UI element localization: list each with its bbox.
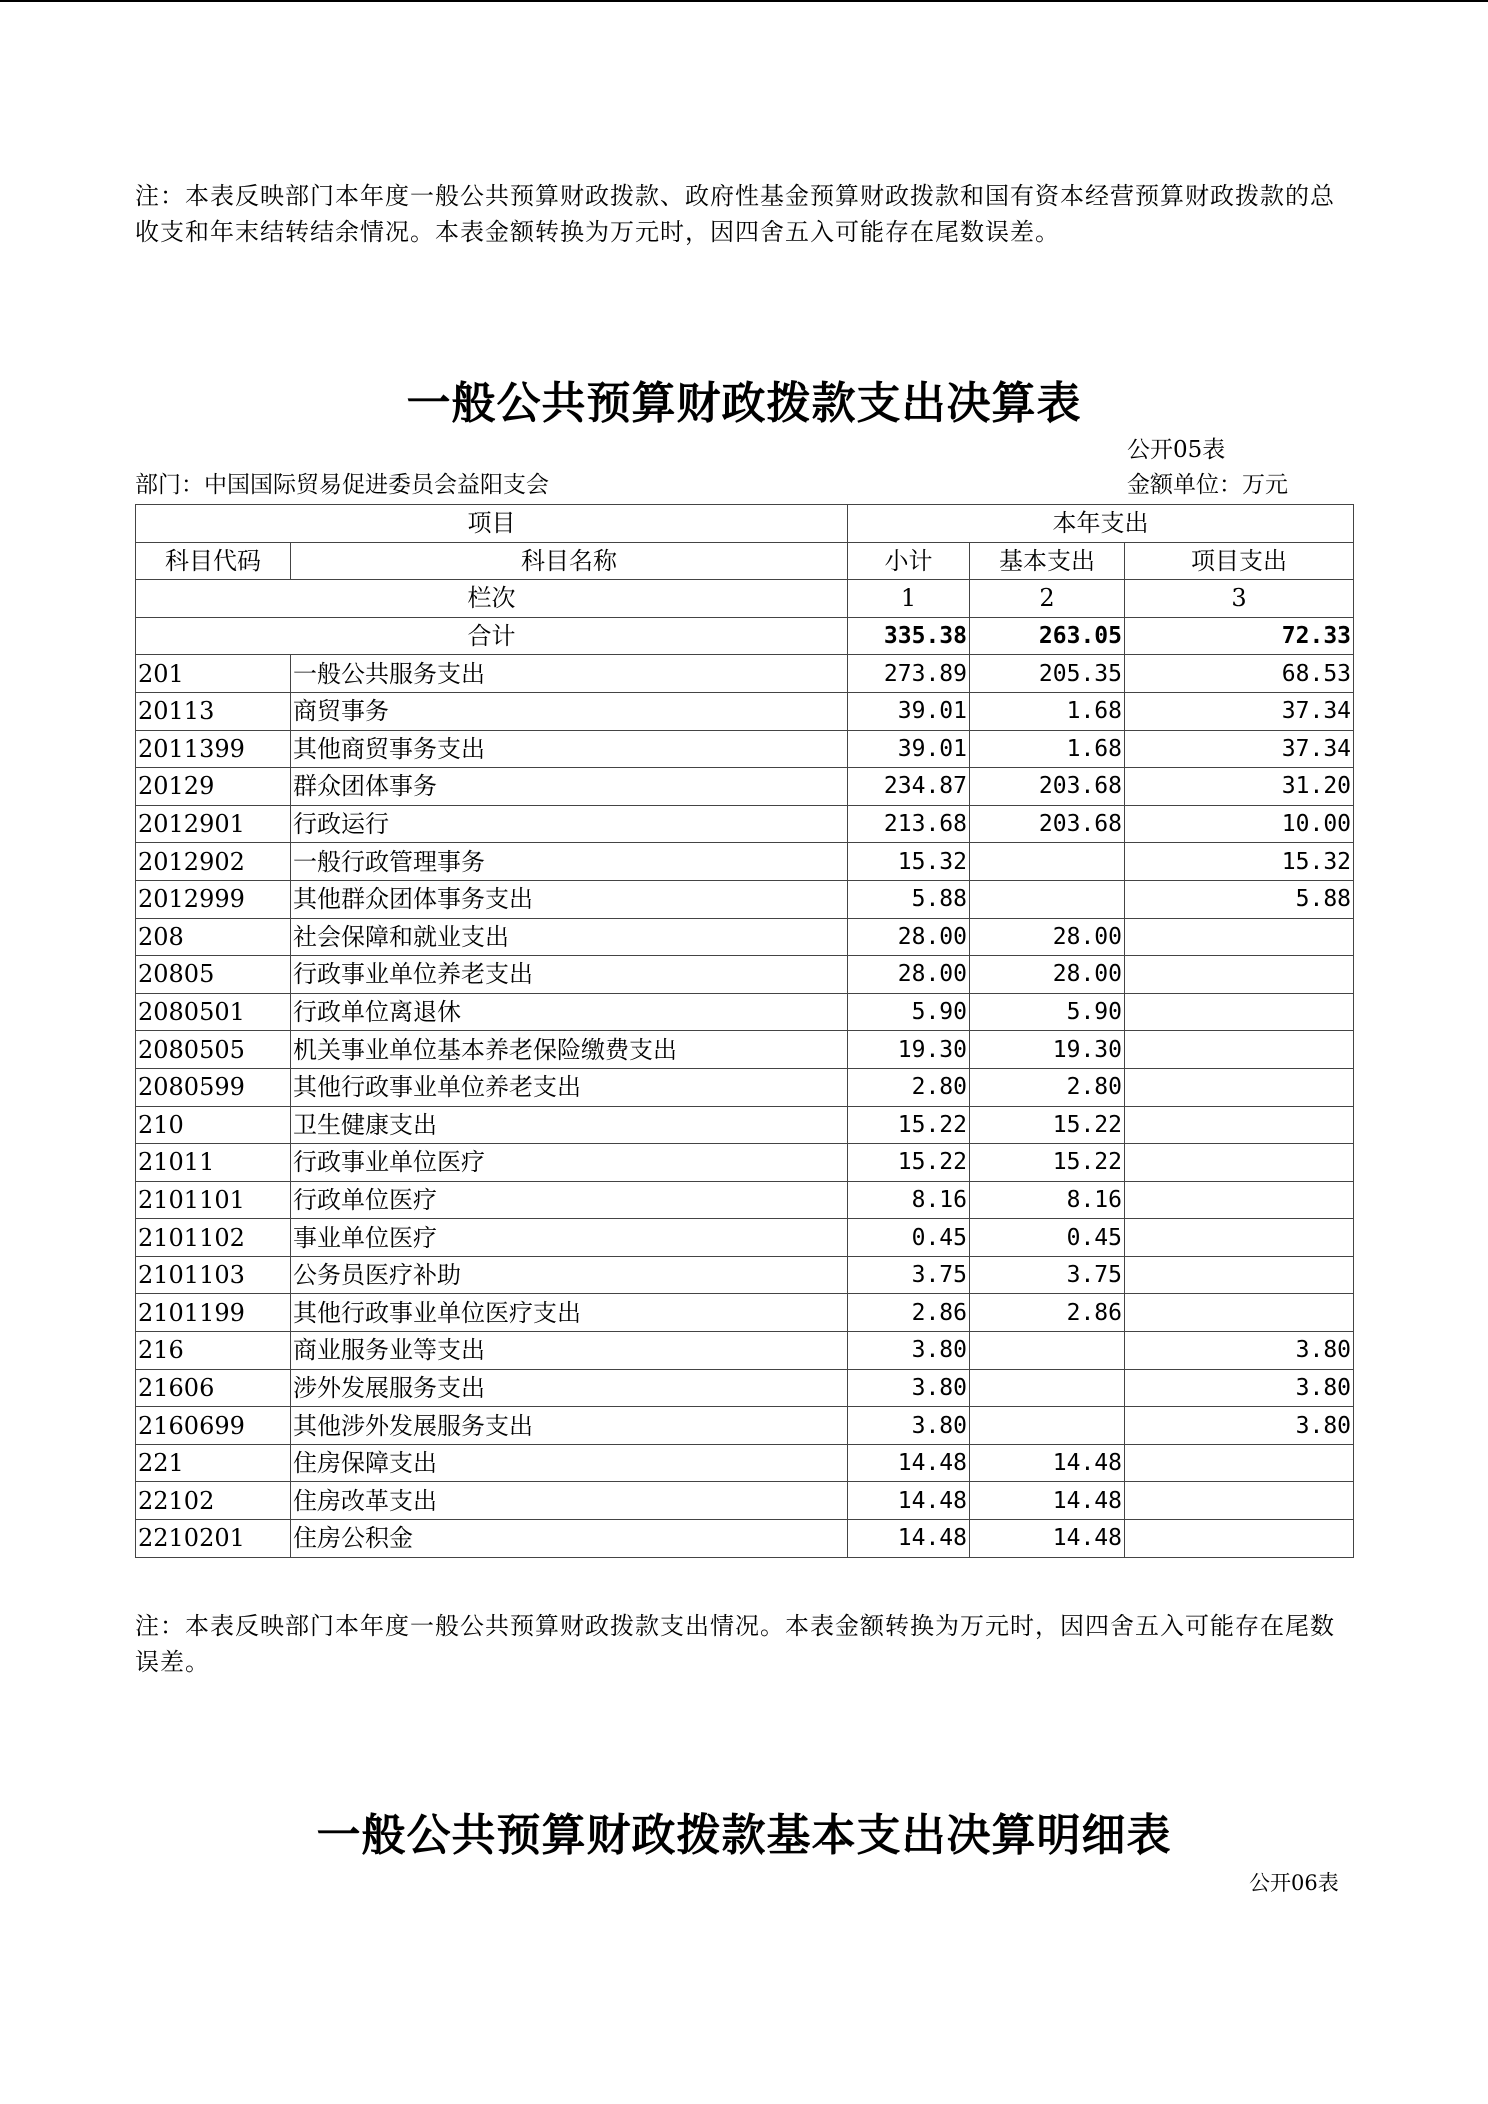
row-basic: 2.86: [970, 1294, 1125, 1332]
row-subtotal: 213.68: [848, 805, 970, 843]
row-subtotal: 15.22: [848, 1106, 970, 1144]
row-code: 2012901: [136, 805, 291, 843]
row-project: [1125, 1106, 1354, 1144]
row-name: 社会保障和就业支出: [291, 918, 848, 956]
row-subtotal: 15.32: [848, 843, 970, 881]
table05-number: 公开05表: [1127, 437, 1226, 463]
row-subtotal: 273.89: [848, 655, 970, 693]
row-name: 行政运行: [291, 805, 848, 843]
row-name: 公务员医疗补助: [291, 1256, 848, 1294]
row-subtotal: 39.01: [848, 692, 970, 730]
row-project: [1125, 1219, 1354, 1257]
column-number-row: [136, 580, 1354, 618]
table05-unit: 金额单位：万元: [1127, 472, 1288, 498]
header-code: 科目代码: [136, 542, 291, 580]
header-row-1: [136, 505, 1354, 543]
row-basic: 28.00: [970, 956, 1125, 994]
row-code: 2210201: [136, 1520, 291, 1558]
table-row: [136, 1407, 1354, 1445]
row-basic: 19.30: [970, 1031, 1125, 1069]
row-basic: 14.48: [970, 1482, 1125, 1520]
row-name: 事业单位医疗: [291, 1219, 848, 1257]
row-project: [1125, 1520, 1354, 1558]
header-item: 项目: [136, 505, 848, 543]
row-code: 2080505: [136, 1031, 291, 1069]
row-project: [1125, 918, 1354, 956]
row-subtotal: 3.75: [848, 1256, 970, 1294]
row-basic: 3.75: [970, 1256, 1125, 1294]
table-row: [136, 1369, 1354, 1407]
row-name: 其他行政事业单位医疗支出: [291, 1294, 848, 1332]
row-code: 22102: [136, 1482, 291, 1520]
row-basic: 2.80: [970, 1068, 1125, 1106]
row-basic: 8.16: [970, 1181, 1125, 1219]
table-row: [136, 843, 1354, 881]
row-basic: 5.90: [970, 993, 1125, 1031]
row-subtotal: 15.22: [848, 1144, 970, 1182]
row-project: 37.34: [1125, 692, 1354, 730]
row-basic: 15.22: [970, 1144, 1125, 1182]
column-number-1: 1: [848, 580, 970, 618]
row-code: 2101199: [136, 1294, 291, 1332]
table-row: [136, 1031, 1354, 1069]
column-number-2: 2: [970, 580, 1125, 618]
row-project: 37.34: [1125, 730, 1354, 768]
row-name: 其他行政事业单位养老支出: [291, 1068, 848, 1106]
row-code: 216: [136, 1332, 291, 1370]
row-subtotal: 3.80: [848, 1369, 970, 1407]
table05-title: 一般公共预算财政拨款支出决算表: [406, 378, 1082, 429]
row-subtotal: 14.48: [848, 1444, 970, 1482]
row-basic: 1.68: [970, 730, 1125, 768]
table-row: [136, 1106, 1354, 1144]
row-subtotal: 234.87: [848, 768, 970, 806]
row-subtotal: 19.30: [848, 1031, 970, 1069]
row-basic: [970, 1369, 1125, 1407]
row-project: [1125, 1181, 1354, 1219]
row-name: 住房改革支出: [291, 1482, 848, 1520]
row-project: [1125, 1482, 1354, 1520]
table05-note: 注：本表反映部门本年度一般公共预算财政拨款支出情况。本表金额转换为万元时，因四舍五入可能存在尾数误差。: [135, 1612, 1335, 1676]
row-name: 卫生健康支出: [291, 1106, 848, 1144]
row-basic: 28.00: [970, 918, 1125, 956]
row-code: 20805: [136, 956, 291, 994]
row-basic: [970, 1407, 1125, 1445]
row-code: 2101101: [136, 1181, 291, 1219]
row-project: [1125, 956, 1354, 994]
row-project: [1125, 993, 1354, 1031]
column-label: 栏次: [136, 580, 848, 618]
row-project: 3.80: [1125, 1332, 1354, 1370]
row-subtotal: 28.00: [848, 918, 970, 956]
row-basic: 205.35: [970, 655, 1125, 693]
header-name: 科目名称: [291, 542, 848, 580]
total-project: 72.33: [1125, 617, 1354, 655]
header-project: 项目支出: [1125, 542, 1354, 580]
table06-number: 公开06表: [1249, 1871, 1339, 1895]
header-row-2: [136, 542, 1354, 580]
table-row: [136, 918, 1354, 956]
row-basic: 0.45: [970, 1219, 1125, 1257]
table-row: [136, 1444, 1354, 1482]
row-subtotal: 8.16: [848, 1181, 970, 1219]
table05-grid: [135, 504, 1354, 1558]
row-basic: [970, 843, 1125, 881]
table-row: [136, 1294, 1354, 1332]
table-row: [136, 1482, 1354, 1520]
row-project: 10.00: [1125, 805, 1354, 843]
table-row: [136, 1144, 1354, 1182]
table06-title: 一般公共预算财政拨款基本支出决算明细表: [316, 1810, 1172, 1861]
row-subtotal: 39.01: [848, 730, 970, 768]
note-previous-table: 注：本表反映部门本年度一般公共预算财政拨款、政府性基金预算财政拨款和国有资本经营预算财政拨款的总收支和年末结转结余情况。本表金额转换为万元时，因四舍五入可能存在尾数误差。: [135, 182, 1335, 246]
row-project: 31.20: [1125, 768, 1354, 806]
total-label: 合计: [136, 617, 848, 655]
row-basic: 203.68: [970, 768, 1125, 806]
row-subtotal: 3.80: [848, 1332, 970, 1370]
row-code: 20129: [136, 768, 291, 806]
row-subtotal: 3.80: [848, 1407, 970, 1445]
row-code: 20113: [136, 692, 291, 730]
row-code: 2101103: [136, 1256, 291, 1294]
row-name: 商贸事务: [291, 692, 848, 730]
row-name: 行政事业单位养老支出: [291, 956, 848, 994]
row-subtotal: 2.86: [848, 1294, 970, 1332]
row-project: [1125, 1144, 1354, 1182]
row-project: 3.80: [1125, 1407, 1354, 1445]
table-row: [136, 655, 1354, 693]
total-basic: 263.05: [970, 617, 1125, 655]
page-top-border: [0, 0, 1488, 2]
row-project: 15.32: [1125, 843, 1354, 881]
row-name: 其他群众团体事务支出: [291, 880, 848, 918]
row-name: 一般公共服务支出: [291, 655, 848, 693]
row-subtotal: 5.88: [848, 880, 970, 918]
row-basic: 14.48: [970, 1520, 1125, 1558]
total-row: [136, 617, 1354, 655]
row-code: 2080599: [136, 1068, 291, 1106]
row-code: 201: [136, 655, 291, 693]
row-project: [1125, 1256, 1354, 1294]
row-project: [1125, 1294, 1354, 1332]
row-project: [1125, 1068, 1354, 1106]
table-row: [136, 730, 1354, 768]
header-current-year: 本年支出: [848, 505, 1354, 543]
row-name: 机关事业单位基本养老保险缴费支出: [291, 1031, 848, 1069]
row-code: 2012902: [136, 843, 291, 881]
row-basic: 203.68: [970, 805, 1125, 843]
row-project: 3.80: [1125, 1369, 1354, 1407]
row-basic: 14.48: [970, 1444, 1125, 1482]
row-basic: [970, 880, 1125, 918]
row-code: 208: [136, 918, 291, 956]
total-subtotal: 335.38: [848, 617, 970, 655]
column-number-3: 3: [1125, 580, 1354, 618]
row-name: 行政单位医疗: [291, 1181, 848, 1219]
row-code: 210: [136, 1106, 291, 1144]
row-code: 2080501: [136, 993, 291, 1031]
table-row: [136, 692, 1354, 730]
row-subtotal: 2.80: [848, 1068, 970, 1106]
row-name: 行政单位离退休: [291, 993, 848, 1031]
table-row: [136, 1520, 1354, 1558]
table-row: [136, 1332, 1354, 1370]
table-row: [136, 1068, 1354, 1106]
table-row: [136, 880, 1354, 918]
table-row: [136, 768, 1354, 806]
table-row: [136, 993, 1354, 1031]
row-basic: [970, 1332, 1125, 1370]
row-name: 涉外发展服务支出: [291, 1369, 848, 1407]
row-code: 221: [136, 1444, 291, 1482]
row-code: 21606: [136, 1369, 291, 1407]
row-subtotal: 14.48: [848, 1482, 970, 1520]
row-name: 群众团体事务: [291, 768, 848, 806]
row-basic: 1.68: [970, 692, 1125, 730]
row-project: [1125, 1444, 1354, 1482]
row-name: 住房公积金: [291, 1520, 848, 1558]
row-name: 其他商贸事务支出: [291, 730, 848, 768]
row-name: 住房保障支出: [291, 1444, 848, 1482]
row-code: 21011: [136, 1144, 291, 1182]
table-row: [136, 805, 1354, 843]
row-subtotal: 0.45: [848, 1219, 970, 1257]
row-name: 行政事业单位医疗: [291, 1144, 848, 1182]
row-project: 5.88: [1125, 880, 1354, 918]
row-code: 2012999: [136, 880, 291, 918]
table-row: [136, 956, 1354, 994]
row-name: 商业服务业等支出: [291, 1332, 848, 1370]
table-row: [136, 1256, 1354, 1294]
row-subtotal: 14.48: [848, 1520, 970, 1558]
table-row: [136, 1181, 1354, 1219]
header-basic: 基本支出: [970, 542, 1125, 580]
row-name: 其他涉外发展服务支出: [291, 1407, 848, 1445]
table-row: [136, 1219, 1354, 1257]
row-name: 一般行政管理事务: [291, 843, 848, 881]
row-project: 68.53: [1125, 655, 1354, 693]
row-subtotal: 5.90: [848, 993, 970, 1031]
row-subtotal: 28.00: [848, 956, 970, 994]
row-code: 2160699: [136, 1407, 291, 1445]
table05-department: 部门：中国国际贸易促进委员会益阳支会: [135, 472, 549, 498]
row-basic: 15.22: [970, 1106, 1125, 1144]
header-subtotal: 小计: [848, 542, 970, 580]
row-code: 2011399: [136, 730, 291, 768]
row-project: [1125, 1031, 1354, 1069]
row-code: 2101102: [136, 1219, 291, 1257]
